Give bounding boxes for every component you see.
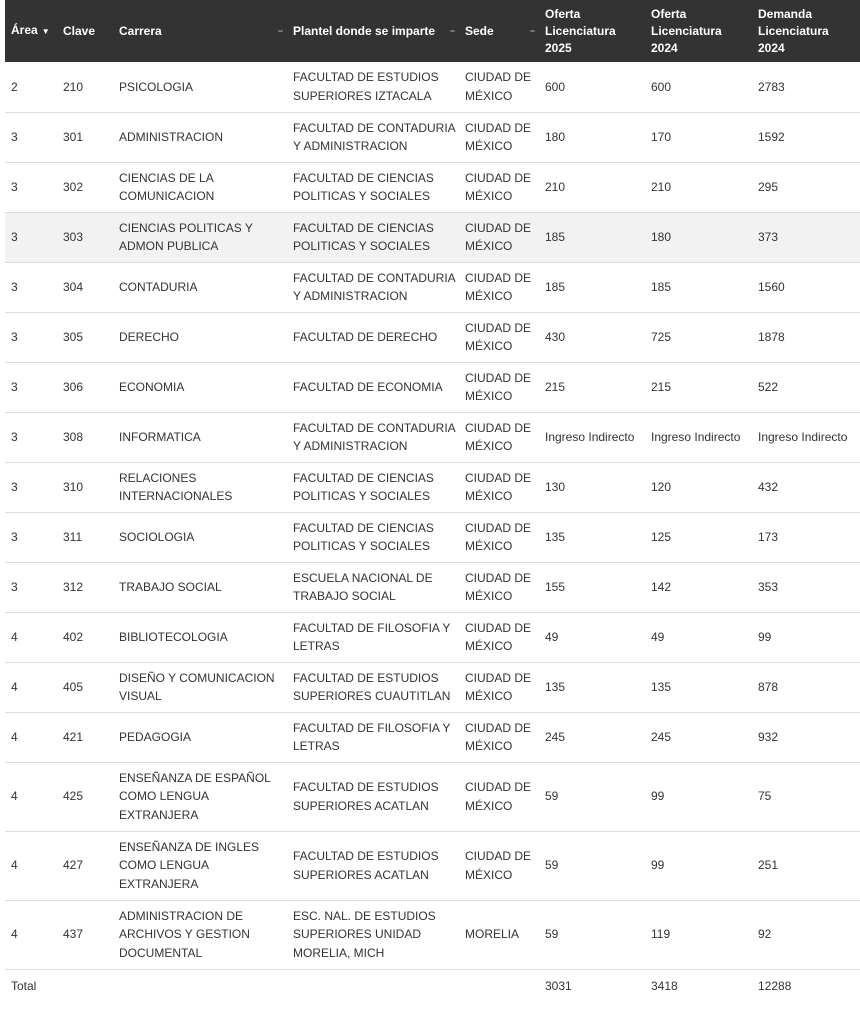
cell-carrera-line: DISEÑO Y COMUNICACION [119, 670, 275, 685]
cell-plantel-line: FACULTAD DE CIENCIAS [293, 520, 434, 535]
cell-sede [459, 662, 539, 712]
table-row [5, 512, 860, 562]
cell-oferta-2025: 180 [539, 112, 645, 162]
table-row [5, 712, 860, 762]
table-row [5, 162, 860, 212]
col-header-line: 2025 [545, 40, 572, 55]
cell-demanda-2024: 522 [752, 362, 860, 412]
col-header-sede-label: Sede [465, 23, 494, 38]
cell-carrera-line: CIENCIAS POLITICAS Y [119, 220, 253, 235]
cell-plantel [287, 712, 459, 762]
cell-oferta-2024: 600 [645, 62, 752, 112]
cell-clave: 312 [57, 562, 113, 612]
cell-plantel [287, 462, 459, 512]
cell-plantel-line: POLITICAS Y SOCIALES [293, 539, 430, 553]
cell-plantel-line: SUPERIORES ACATLAN [293, 798, 429, 813]
cell-demanda-2024: 99 [752, 612, 860, 662]
cell-plantel [287, 662, 459, 712]
cell-carrera-line: COMO LENGUA [119, 858, 210, 873]
cell-carrera [113, 262, 287, 312]
careers-table [5, 0, 860, 1002]
cell-plantel [287, 212, 459, 262]
cell-oferta-2024: 99 [645, 831, 752, 900]
cell-carrera-line: RELACIONES [119, 470, 197, 485]
sort-neutral-icon: – [529, 25, 535, 36]
total-demanda-2024: 12288 [758, 978, 792, 993]
cell-sede [459, 831, 539, 900]
cell-area: 3 [5, 512, 57, 562]
cell-clave: 402 [57, 612, 113, 662]
cell-area: 3 [5, 262, 57, 312]
cell-area: 4 [5, 762, 57, 831]
cell-sede [459, 712, 539, 762]
cell-demanda-2024: 75 [752, 762, 860, 831]
cell-carrera-line: ENSEÑANZA DE INGLES [119, 839, 260, 854]
col-header-area[interactable] [5, 0, 57, 62]
cell-sede-line: MÉXICO [465, 739, 513, 753]
cell-area: 3 [5, 112, 57, 162]
cell-carrera [113, 312, 287, 362]
cell-plantel-line: SUPERIORES CUAUTITLAN [293, 689, 451, 703]
cell-carrera-line: INFORMATICA [119, 429, 201, 444]
total-row [5, 969, 860, 1002]
cell-sede [459, 262, 539, 312]
cell-carrera [113, 612, 287, 662]
cell-sede-line: MÉXICO [465, 239, 513, 253]
table-row [5, 262, 860, 312]
cell-carrera-line: DERECHO [119, 329, 180, 344]
cell-plantel-line: FACULTAD DE CIENCIAS [293, 470, 434, 485]
cell-clave: 311 [57, 512, 113, 562]
cell-sede-line: CIUDAD DE [465, 620, 532, 635]
cell-plantel-line: ESCUELA NACIONAL DE [293, 570, 433, 585]
cell-carrera [113, 62, 287, 112]
cell-plantel [287, 512, 459, 562]
cell-plantel [287, 312, 459, 362]
cell-sede-line: MÉXICO [465, 867, 513, 882]
col-header-clave[interactable] [57, 0, 113, 62]
cell-carrera [113, 212, 287, 262]
cell-carrera-line: EXTRANJERA [119, 807, 199, 822]
cell-area: 3 [5, 212, 57, 262]
cell-sede-line: MÉXICO [465, 289, 513, 303]
cell-carrera-line: INTERNACIONALES [119, 489, 233, 503]
cell-plantel-line: SUPERIORES UNIDAD [293, 927, 422, 942]
col-header-line: Licenciatura [651, 23, 722, 38]
table-row [5, 62, 860, 112]
cell-oferta-2025: 215 [539, 362, 645, 412]
table-row [5, 562, 860, 612]
table-row [5, 900, 860, 969]
cell-carrera [113, 462, 287, 512]
cell-carrera-line: ARCHIVOS Y GESTION [119, 927, 250, 942]
table-header [5, 0, 860, 62]
cell-carrera-line: ENSEÑANZA DE ESPAÑOL [119, 770, 271, 785]
cell-oferta-2024: 210 [645, 162, 752, 212]
cell-oferta-2025: 185 [539, 262, 645, 312]
cell-plantel [287, 562, 459, 612]
col-header-line: Demanda [758, 6, 813, 21]
total-empty [57, 969, 113, 1002]
cell-carrera-line: PSICOLOGIA [119, 79, 194, 94]
cell-sede-line: CIUDAD DE [465, 470, 532, 485]
cell-oferta-2024: 725 [645, 312, 752, 362]
cell-plantel [287, 612, 459, 662]
cell-oferta-2024: 125 [645, 512, 752, 562]
cell-demanda-2024: 251 [752, 831, 860, 900]
cell-clave: 421 [57, 712, 113, 762]
cell-carrera-line: TRABAJO SOCIAL [119, 579, 222, 594]
table-row [5, 212, 860, 262]
total-oferta-2025: 3031 [545, 978, 572, 993]
cell-sede-line: CIUDAD DE [465, 420, 532, 435]
cell-oferta-2024: 245 [645, 712, 752, 762]
cell-carrera [113, 662, 287, 712]
cell-carrera [113, 162, 287, 212]
cell-sede [459, 62, 539, 112]
cell-clave: 304 [57, 262, 113, 312]
cell-demanda-2024: 932 [752, 712, 860, 762]
cell-carrera [113, 362, 287, 412]
cell-plantel-line: FACULTAD DE FILOSOFIA Y [293, 720, 451, 735]
total-label: Total [11, 978, 37, 993]
table-row [5, 762, 860, 831]
cell-plantel-line: FACULTAD DE CONTADURIA [293, 270, 456, 285]
cell-plantel [287, 162, 459, 212]
cell-carrera-line: SOCIOLOGIA [119, 529, 195, 544]
cell-plantel [287, 762, 459, 831]
col-header-carrera-label: Carrera [119, 23, 162, 38]
cell-plantel-line: FACULTAD DE ESTUDIOS [293, 670, 439, 685]
cell-oferta-2024: 135 [645, 662, 752, 712]
cell-demanda-2024: 92 [752, 900, 860, 969]
cell-carrera [113, 900, 287, 969]
cell-plantel-line: LETRAS [293, 639, 340, 653]
cell-plantel [287, 831, 459, 900]
cell-carrera-line: CONTADURIA [119, 279, 198, 294]
cell-area: 3 [5, 412, 57, 462]
cell-sede [459, 512, 539, 562]
cell-clave: 425 [57, 762, 113, 831]
cell-carrera-line: COMUNICACION [119, 189, 215, 203]
cell-demanda-2024: 173 [752, 512, 860, 562]
cell-plantel-line: POLITICAS Y SOCIALES [293, 189, 430, 203]
cell-oferta-2024: 185 [645, 262, 752, 312]
cell-oferta-2024: 142 [645, 562, 752, 612]
cell-plantel-line: LETRAS [293, 739, 340, 753]
cell-oferta-2024: 215 [645, 362, 752, 412]
cell-sede [459, 312, 539, 362]
cell-sede-line: CIUDAD DE [465, 849, 532, 863]
cell-sede-line: MÉXICO [465, 189, 513, 203]
table-row [5, 462, 860, 512]
cell-sede-line: CIUDAD DE [465, 270, 532, 285]
cell-plantel [287, 412, 459, 462]
sort-neutral-icon: – [449, 25, 455, 36]
cell-carrera-line: VISUAL [119, 689, 162, 703]
cell-sede-line: CIUDAD DE [465, 70, 532, 85]
cell-oferta-2025: 245 [539, 712, 645, 762]
cell-sede [459, 362, 539, 412]
cell-plantel-line: Y ADMINISTRACION [293, 439, 408, 453]
cell-plantel-line: FACULTAD DE CONTADURIA [293, 120, 456, 135]
cell-sede-line: CIUDAD DE [465, 320, 532, 335]
cell-oferta-2025: 59 [539, 831, 645, 900]
total-empty [287, 969, 459, 1002]
cell-area: 3 [5, 562, 57, 612]
cell-sede-line: CIUDAD DE [465, 220, 532, 235]
cell-oferta-2024: 99 [645, 762, 752, 831]
cell-carrera [113, 112, 287, 162]
cell-sede-line: MÉXICO [465, 139, 513, 153]
cell-sede-line: CIUDAD DE [465, 370, 532, 385]
cell-plantel-line: FACULTAD DE DERECHO [293, 329, 438, 344]
cell-plantel-line: FACULTAD DE ESTUDIOS [293, 849, 439, 863]
cell-sede-line: CIUDAD DE [465, 120, 532, 135]
cell-carrera [113, 762, 287, 831]
cell-carrera-line: EXTRANJERA [119, 876, 199, 891]
table-row [5, 112, 860, 162]
cell-sede-line: CIUDAD DE [465, 170, 532, 185]
cell-area: 3 [5, 162, 57, 212]
cell-plantel-line: MORELIA, MICH [293, 945, 385, 960]
cell-carrera-line: COMO LENGUA [119, 789, 210, 804]
cell-clave: 437 [57, 900, 113, 969]
cell-clave: 302 [57, 162, 113, 212]
cell-sede-line: MÉXICO [465, 439, 513, 453]
cell-demanda-2024: 353 [752, 562, 860, 612]
col-header-plantel-label: Plantel donde se imparte [293, 23, 436, 38]
cell-carrera-line: DOCUMENTAL [119, 945, 203, 960]
col-header-plantel[interactable] [287, 0, 459, 62]
cell-carrera-line: ECONOMIA [119, 379, 185, 394]
cell-sede [459, 162, 539, 212]
cell-clave: 210 [57, 62, 113, 112]
cell-area: 4 [5, 612, 57, 662]
cell-clave: 305 [57, 312, 113, 362]
cell-sede [459, 562, 539, 612]
cell-demanda-2024: Ingreso Indirecto [752, 412, 860, 462]
cell-clave: 303 [57, 212, 113, 262]
cell-plantel-line: TRABAJO SOCIAL [293, 589, 396, 603]
cell-sede-line: MÉXICO [465, 589, 513, 603]
cell-demanda-2024: 2783 [752, 62, 860, 112]
col-header-sede[interactable] [459, 0, 539, 62]
cell-sede-line: MORELIA [465, 927, 520, 942]
cell-oferta-2024: Ingreso Indirecto [645, 412, 752, 462]
cell-demanda-2024: 432 [752, 462, 860, 512]
cell-plantel [287, 262, 459, 312]
cell-sede-line: CIUDAD DE [465, 520, 532, 535]
table-footer [5, 969, 860, 1002]
cell-oferta-2024: 180 [645, 212, 752, 262]
cell-plantel-line: Y ADMINISTRACION [293, 139, 408, 153]
cell-sede [459, 900, 539, 969]
cell-area: 3 [5, 462, 57, 512]
cell-sede-line: MÉXICO [465, 539, 513, 553]
col-header-line: 2024 [651, 40, 678, 55]
table-row [5, 362, 860, 412]
cell-area: 3 [5, 362, 57, 412]
cell-clave: 310 [57, 462, 113, 512]
col-header-line: 2024 [758, 40, 785, 55]
cell-area: 4 [5, 900, 57, 969]
table-row [5, 612, 860, 662]
cell-sede [459, 462, 539, 512]
cell-plantel-line: FACULTAD DE ESTUDIOS [293, 780, 439, 794]
cell-plantel-line: SUPERIORES ACATLAN [293, 867, 429, 882]
cell-oferta-2025: 600 [539, 62, 645, 112]
cell-sede-line: MÉXICO [465, 689, 513, 703]
col-header-line: Oferta [651, 6, 687, 21]
cell-sede [459, 112, 539, 162]
cell-sede-line: MÉXICO [465, 489, 513, 503]
cell-plantel-line: FACULTAD DE ESTUDIOS [293, 70, 439, 85]
cell-plantel-line: FACULTAD DE ECONOMIA [293, 379, 443, 394]
total-empty [459, 969, 539, 1002]
cell-plantel-line: Y ADMINISTRACION [293, 289, 408, 303]
cell-clave: 301 [57, 112, 113, 162]
cell-oferta-2025: 49 [539, 612, 645, 662]
cell-oferta-2025: 135 [539, 512, 645, 562]
total-empty [113, 969, 287, 1002]
cell-plantel [287, 362, 459, 412]
cell-sede-line: MÉXICO [465, 88, 513, 103]
col-header-line: Licenciatura [545, 23, 616, 38]
cell-oferta-2025: 130 [539, 462, 645, 512]
cell-carrera-line: ADMON PUBLICA [119, 239, 219, 253]
cell-carrera-line: ADMINISTRACION [119, 129, 224, 144]
cell-clave: 405 [57, 662, 113, 712]
cell-sede [459, 412, 539, 462]
cell-carrera [113, 412, 287, 462]
col-header-clave-label: Clave [63, 23, 96, 38]
cell-sede-line: CIUDAD DE [465, 570, 532, 585]
cell-carrera-line: CIENCIAS DE LA [119, 170, 214, 185]
cell-plantel-line: FACULTAD DE CIENCIAS [293, 170, 434, 185]
cell-sede [459, 212, 539, 262]
cell-plantel-line: POLITICAS Y SOCIALES [293, 239, 430, 253]
col-header-oferta-2024[interactable] [645, 0, 752, 62]
cell-carrera-line: BIBLIOTECOLOGIA [119, 629, 228, 644]
col-header-demanda-2024[interactable] [752, 0, 860, 62]
cell-sede-line: MÉXICO [465, 389, 513, 403]
cell-sede-line: CIUDAD DE [465, 670, 532, 685]
cell-clave: 427 [57, 831, 113, 900]
cell-carrera [113, 512, 287, 562]
cell-oferta-2025: Ingreso Indirecto [539, 412, 645, 462]
cell-oferta-2025: 430 [539, 312, 645, 362]
table-row [5, 312, 860, 362]
cell-carrera-line: ADMINISTRACION DE [119, 908, 244, 923]
cell-demanda-2024: 1560 [752, 262, 860, 312]
col-header-oferta-2025[interactable] [539, 0, 645, 62]
table-row [5, 662, 860, 712]
cell-plantel-line: ESC. NAL. DE ESTUDIOS [293, 908, 436, 923]
col-header-carrera[interactable] [113, 0, 287, 62]
cell-demanda-2024: 295 [752, 162, 860, 212]
cell-area: 4 [5, 662, 57, 712]
cell-clave: 308 [57, 412, 113, 462]
cell-plantel-line: FACULTAD DE CIENCIAS [293, 220, 434, 235]
cell-plantel-line: SUPERIORES IZTACALA [293, 88, 432, 103]
cell-oferta-2025: 210 [539, 162, 645, 212]
col-header-line: Oferta [545, 6, 581, 21]
cell-area: 3 [5, 312, 57, 362]
cell-oferta-2024: 49 [645, 612, 752, 662]
cell-demanda-2024: 373 [752, 212, 860, 262]
table-row [5, 412, 860, 462]
cell-sede [459, 762, 539, 831]
cell-oferta-2025: 155 [539, 562, 645, 612]
total-oferta-2024: 3418 [651, 978, 678, 993]
cell-sede-line: CIUDAD DE [465, 720, 532, 735]
cell-carrera [113, 831, 287, 900]
cell-oferta-2024: 120 [645, 462, 752, 512]
table-row [5, 831, 860, 900]
cell-carrera-line: PEDAGOGIA [119, 729, 192, 744]
cell-clave: 306 [57, 362, 113, 412]
cell-sede-line: MÉXICO [465, 639, 513, 653]
table-body [5, 62, 860, 969]
cell-plantel-line: POLITICAS Y SOCIALES [293, 489, 430, 503]
cell-plantel-line: FACULTAD DE CONTADURIA [293, 420, 456, 435]
col-header-line: Licenciatura [758, 23, 829, 38]
cell-sede [459, 612, 539, 662]
sort-neutral-icon: – [277, 25, 283, 36]
cell-oferta-2025: 135 [539, 662, 645, 712]
cell-oferta-2025: 59 [539, 762, 645, 831]
cell-oferta-2025: 59 [539, 900, 645, 969]
cell-sede-line: MÉXICO [465, 339, 513, 353]
cell-sede-line: MÉXICO [465, 798, 513, 813]
cell-demanda-2024: 1878 [752, 312, 860, 362]
cell-plantel [287, 112, 459, 162]
col-header-area-label: Área [11, 23, 38, 38]
cell-oferta-2024: 119 [645, 900, 752, 969]
cell-oferta-2024: 170 [645, 112, 752, 162]
cell-carrera [113, 712, 287, 762]
sort-desc-icon: ▼ [41, 26, 50, 36]
cell-plantel [287, 900, 459, 969]
cell-carrera [113, 562, 287, 612]
cell-plantel-line: FACULTAD DE FILOSOFIA Y [293, 620, 451, 635]
cell-demanda-2024: 1592 [752, 112, 860, 162]
cell-demanda-2024: 878 [752, 662, 860, 712]
cell-sede-line: CIUDAD DE [465, 780, 532, 794]
cell-area: 4 [5, 831, 57, 900]
cell-plantel [287, 62, 459, 112]
cell-area: 2 [5, 62, 57, 112]
cell-oferta-2025: 185 [539, 212, 645, 262]
cell-area: 4 [5, 712, 57, 762]
